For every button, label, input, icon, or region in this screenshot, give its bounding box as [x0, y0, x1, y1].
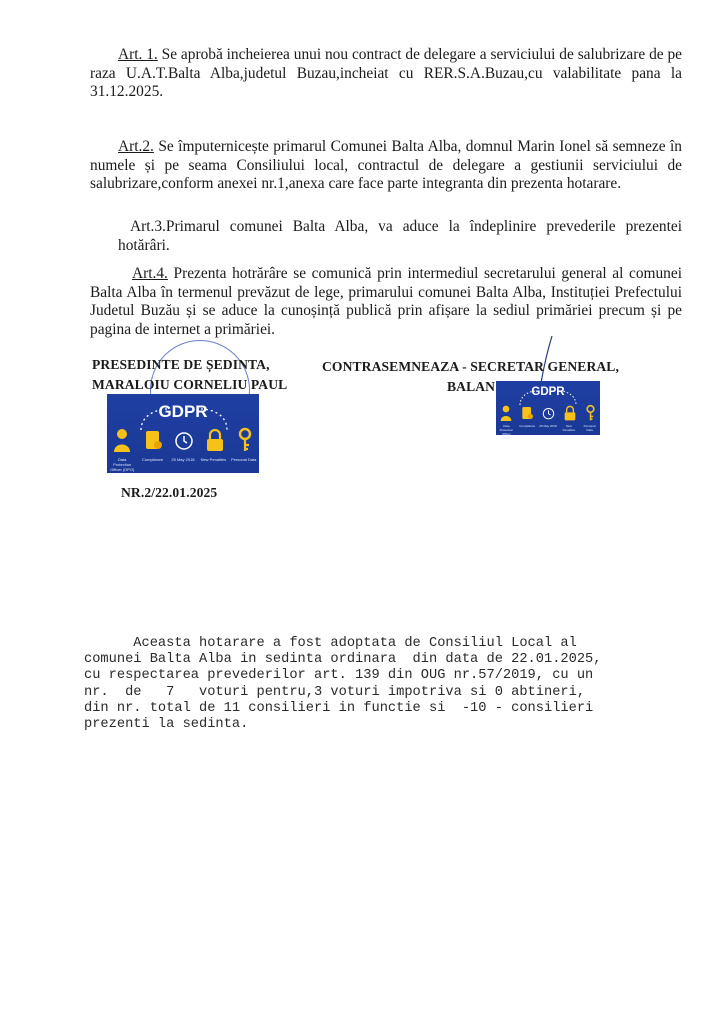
left-signatory-name: MARALOIU CORNELIU PAUL [92, 377, 288, 392]
adoption-note-line-6: prezenti la sedinta. [84, 717, 249, 732]
article-1-label: Art. 1. [118, 46, 158, 63]
gdpr-caption-2: Compliance [519, 424, 536, 428]
right-signatory-role: CONTRASEMNEAZA - SECRETAR GENERAL, [322, 359, 619, 374]
decision-number: NR.2/22.01.2025 [121, 485, 218, 500]
adoption-note-line-5: din nr. total de 11 consilieri in functie si -10 - consilieri [84, 701, 594, 716]
gdpr-banner-left [107, 394, 259, 473]
person-icon [500, 405, 512, 421]
document-icon [144, 428, 162, 452]
gdpr-caption-4: New Penalties [200, 457, 227, 462]
article-2-text: Se împuternicește primarul Comunei Balta Alba, domnul Marin Ionel să semneze în numele și pe seama Consiliului local, contractul de delegare a gestiunii serviciului de salubrizare,conform anexei nr.1,anexa care face parte integranta din prezenta hotarare. [90, 138, 682, 192]
clock-icon [174, 428, 194, 452]
article-1-text: Se aprobă incheierea unui nou contract de delegare a serviciului de salubrizare de pe raza U.A.T.Balta Alba,judetul Buzau,incheiat cu RER.S.A.Buzau,cu valabilitate pana la 31.12.2025. [90, 46, 682, 100]
article-1 [90, 46, 682, 102]
gdpr-caption-4: New Penalties [562, 424, 575, 432]
article-3-text: Primarul comunei Balta Alba, va aduce la îndeplinire prevederile prezentei hotărâri. [118, 218, 682, 254]
article-3-label: Art.3. [130, 218, 166, 235]
lock-icon [206, 428, 224, 452]
article-4-label: Art.4. [132, 265, 168, 282]
article-4 [90, 265, 682, 339]
gdpr-title: GDPR [158, 402, 208, 421]
adoption-note-line-4: nr. de 7 voturi pentru,3 voturi impotriva si 0 abtineri, [84, 685, 586, 700]
person-icon [113, 428, 131, 452]
article-3 [118, 218, 682, 255]
right-signatory-name: BALAN [447, 379, 496, 394]
gdpr-caption-5: Personal Data [231, 457, 257, 462]
gdpr-caption-5: Personal Data [583, 424, 596, 432]
adoption-note-line-2: comunei Balta Alba in sedinta ordinara din data de 22.01.2025, [84, 652, 602, 667]
gdpr-caption-2: Compliance [142, 457, 164, 462]
article-4-text: Prezenta hotrărâre se comunică prin intermediul secretarului general al comunei Balta Alba în termenul prevăzut de lege, primarului comunei Balta Alba, Instituției Prefectului Judetul Buzău și se aduce la cunoșință publică prin afișare la sediul primăriei precum și pe pagina de internet a primăriei. [90, 265, 682, 338]
article-2-label: Art.2. [118, 138, 154, 155]
key-icon [585, 405, 596, 421]
left-signatory-role: PRESEDINTE DE ȘEDINTA, [92, 357, 270, 372]
gdpr-caption-1: Data Protection Officer (DPO) [110, 457, 135, 472]
key-icon [237, 428, 253, 452]
article-2 [90, 138, 682, 194]
lock-icon [564, 405, 576, 421]
gdpr-caption-3: 25 May 2018 [539, 424, 557, 428]
adoption-note-line-1: Aceasta hotarare a fost adoptata de Consiliul Local al [84, 636, 577, 651]
gdpr-caption-3: 25 May 2018 [171, 457, 195, 462]
gdpr-title: GDPR [531, 386, 565, 398]
clock-icon [542, 405, 555, 421]
adoption-note-line-3: cu respectarea prevederilor art. 139 din OUG nr.57/2019, cu un [84, 668, 594, 683]
gdpr-caption-1: Data Protection Officer (DPO) [499, 424, 514, 440]
gdpr-banner-right [496, 381, 600, 440]
document-icon [521, 405, 533, 421]
